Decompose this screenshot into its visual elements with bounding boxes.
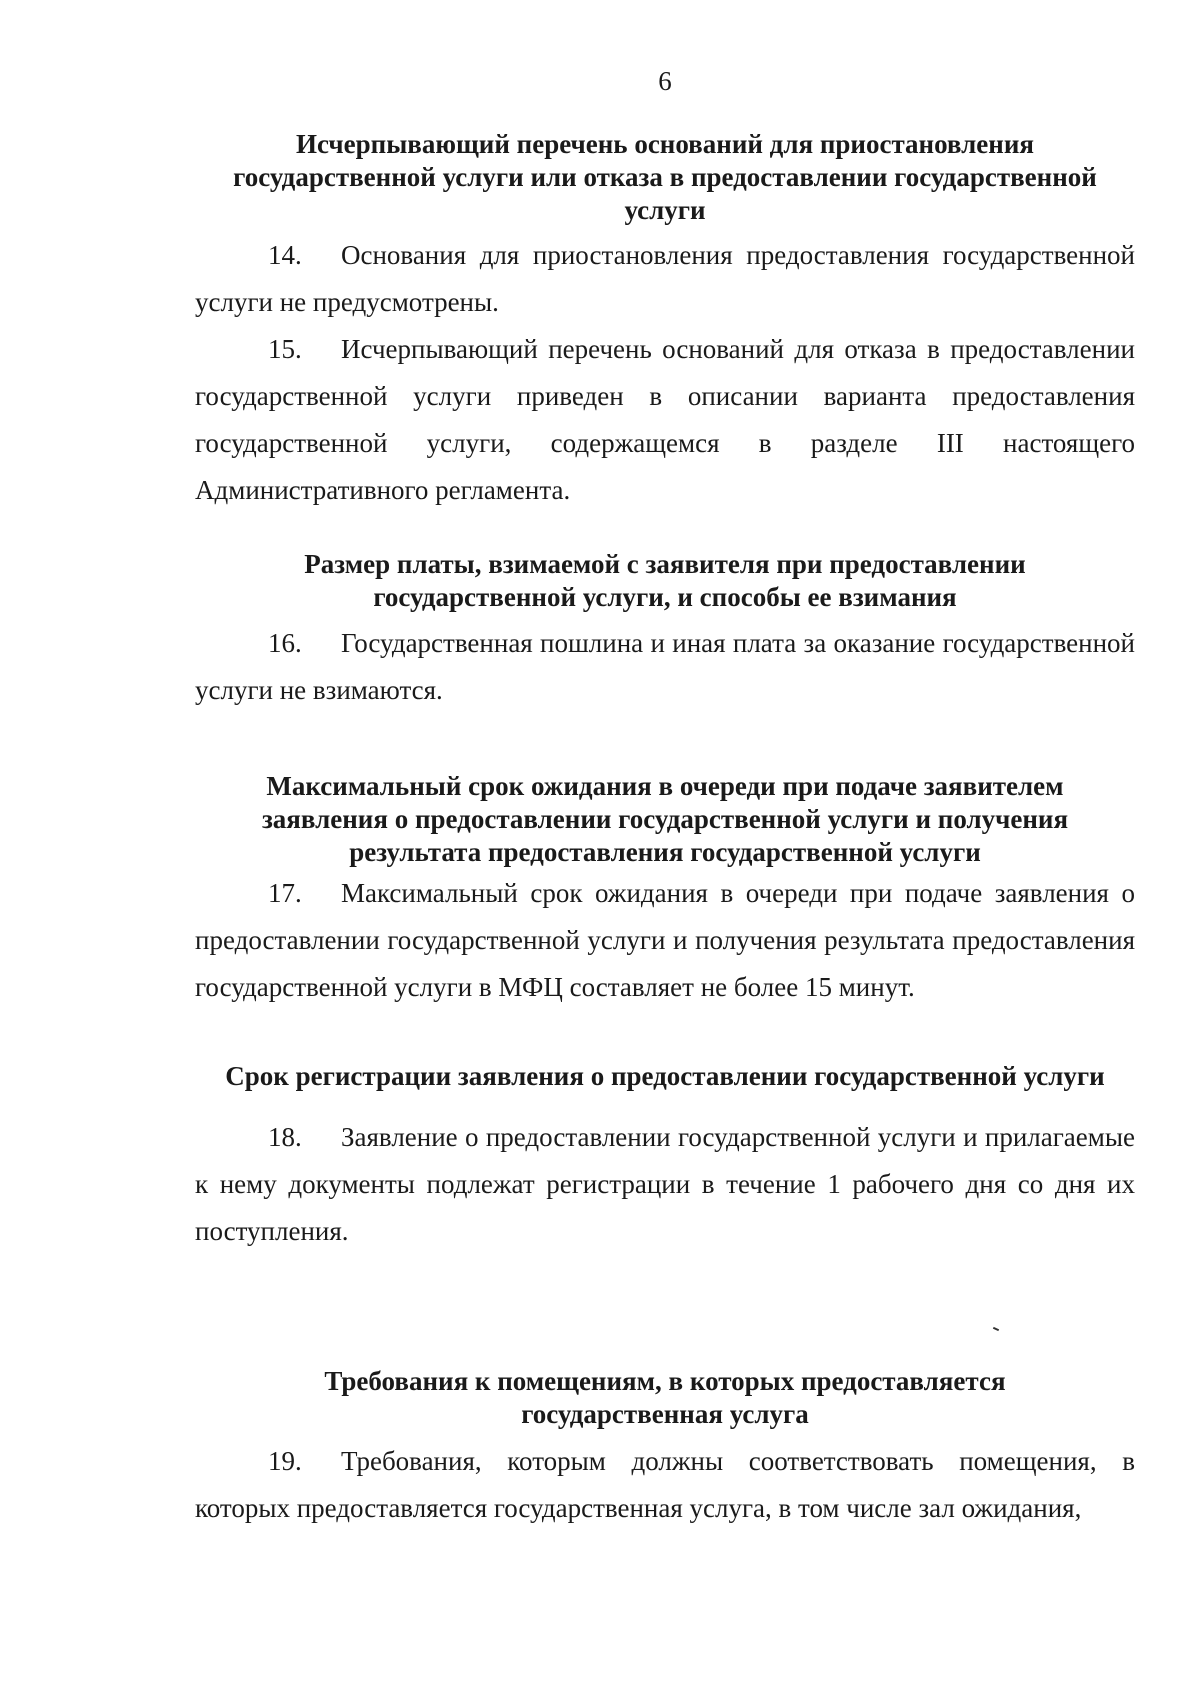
heading-line: государственной услуги, и способы ее взимания: [373, 582, 957, 612]
section-heading-queue-time: [190, 770, 1140, 869]
section-heading-suspension-grounds: [190, 128, 1140, 227]
paragraph-text: Исчерпывающий перечень оснований для отказа в предоставлении государственной услуги приведен в описании варианта предоставления государственной услуги, содержащемся в разделе III настоящего Административного регламента.: [195, 334, 1135, 505]
heading-line: Срок регистрации заявления о предоставлении государственной услуги: [225, 1061, 1105, 1091]
paragraph-text: Основания для приостановления предоставления государственной услуги не предусмотрены.: [195, 240, 1135, 317]
heading-line: государственная услуга: [521, 1399, 809, 1429]
heading-line: государственной услуги или отказа в предоставлении государственной: [233, 162, 1097, 192]
heading-line: результата предоставления государственной услуги: [349, 837, 981, 867]
paragraph-15: [195, 326, 1135, 514]
heading-line: Исчерпывающий перечень оснований для приостановления: [295, 129, 1035, 159]
heading-line: Максимальный срок ожидания в очереди при подаче заявителем: [266, 771, 1064, 801]
paragraph-number: 17.: [268, 878, 302, 908]
paragraph-19: [195, 1438, 1135, 1532]
paragraph-text: Максимальный срок ожидания в очереди при подаче заявления о предоставлении государственной услуги и получения результата предоставления государственной услуги в МФЦ составляет не более 15 минут.: [195, 878, 1135, 1002]
paragraph-number: 19.: [268, 1446, 302, 1476]
paragraph-text: Заявление о предоставлении государственной услуги и прилагаемые к нему документы подлежат регистрации в течение 1 рабочего дня со дня их поступления.: [195, 1122, 1135, 1246]
paragraph-14: [195, 232, 1135, 326]
paragraph-text: Требования, которым должны соответствовать помещения, в которых предоставляется государственная услуга, в том числе зал ожидания,: [195, 1446, 1135, 1523]
section-heading-fee: [190, 548, 1140, 614]
paragraph-17: [195, 870, 1135, 1011]
section-heading-registration-term: [190, 1060, 1140, 1093]
paragraph-18: [195, 1114, 1135, 1255]
page-number: 6: [658, 66, 672, 96]
heading-line: Размер платы, взимаемой с заявителя при предоставлении: [304, 549, 1026, 579]
paragraph-number: 15.: [268, 334, 302, 364]
paragraph-16: [195, 620, 1135, 714]
heading-line: Требования к помещениям, в которых предоставляется: [324, 1366, 1006, 1396]
scan-mark: [993, 1327, 999, 1331]
heading-line: услуги: [624, 195, 706, 225]
section-heading-premises: [190, 1365, 1140, 1431]
paragraph-number: 18.: [268, 1122, 302, 1152]
heading-line: заявления о предоставлении государственной услуги и получения: [261, 804, 1069, 834]
paragraph-text: Государственная пошлина и иная плата за оказание государственной услуги не взимаются.: [195, 628, 1135, 705]
paragraph-number: 14.: [268, 240, 302, 270]
paragraph-number: 16.: [268, 628, 302, 658]
